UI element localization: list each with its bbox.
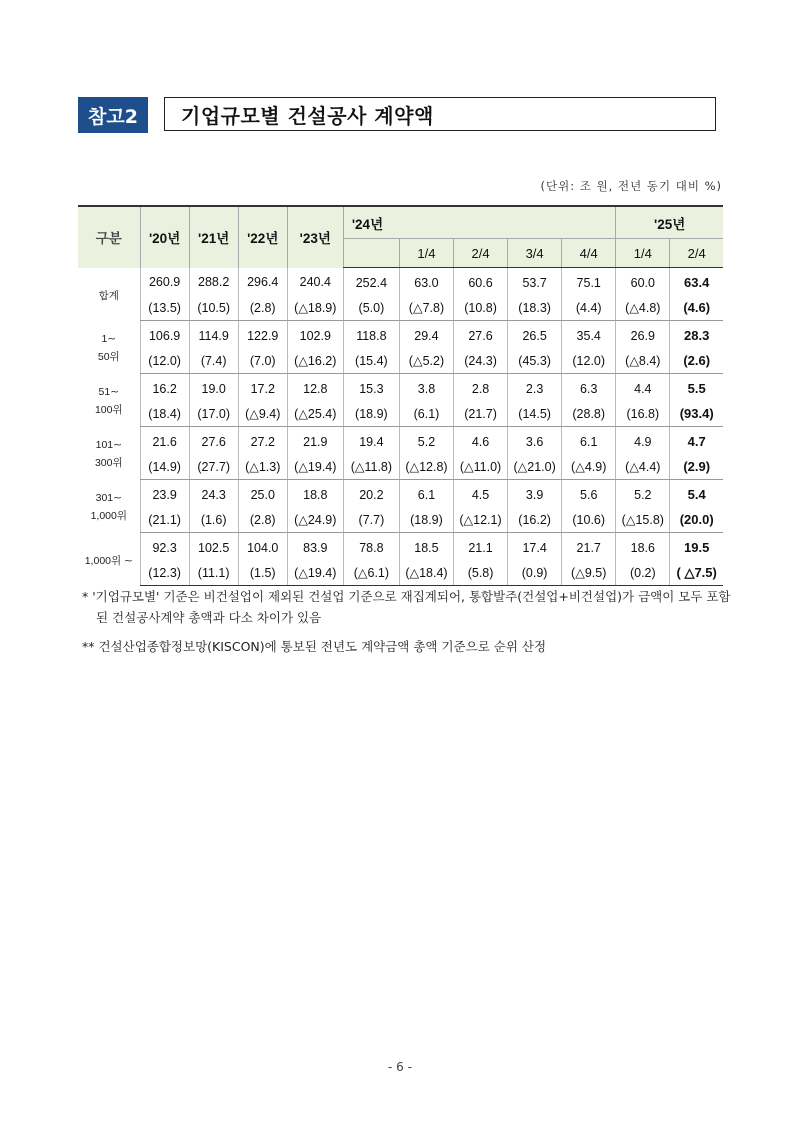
amount-cell: 12.8 [287,374,343,402]
change-cell: (2.8) [238,507,287,533]
row-label-line: 1,000위 [90,509,127,522]
change-cell: (2.6) [670,348,723,374]
amount-cell: 60.6 [454,268,508,296]
change-cell: (16.8) [616,401,670,427]
change-cell: (△16.2) [287,348,343,374]
amount-cell: 21.9 [287,427,343,455]
change-cell: (△7.8) [399,295,453,321]
change-cell: (△9.5) [562,560,616,586]
change-cell: (△15.8) [616,507,670,533]
amount-cell: 27.6 [189,427,238,455]
amount-cell: 53.7 [508,268,562,296]
row-label [78,533,140,586]
change-cell: (10.8) [454,295,508,321]
table-row-change [78,295,723,321]
row-label [78,374,140,427]
change-cell: (18.9) [343,401,399,427]
change-cell: (7.4) [189,348,238,374]
change-cell: (1.6) [189,507,238,533]
change-cell: (4.6) [670,295,723,321]
unit-note: (단위: 조 원, 전년 동기 대비 %) [540,179,722,193]
amount-cell: 5.2 [399,427,453,455]
change-cell: (△25.4) [287,401,343,427]
change-cell: (7.7) [343,507,399,533]
change-cell: (5.8) [454,560,508,586]
amount-cell: 21.7 [562,533,616,561]
change-cell: (2.8) [238,295,287,321]
change-cell: (21.1) [140,507,189,533]
change-cell: (△24.9) [287,507,343,533]
change-cell: (93.4) [670,401,723,427]
change-cell: (6.1) [399,401,453,427]
amount-cell: 106.9 [140,321,189,349]
change-cell: (4.4) [562,295,616,321]
change-cell: (45.3) [508,348,562,374]
amount-cell: 18.5 [399,533,453,561]
amount-cell: 28.3 [670,321,723,349]
amount-cell: 17.4 [508,533,562,561]
amount-cell: 4.9 [616,427,670,455]
change-cell: (△12.1) [454,507,508,533]
change-cell: (△19.4) [287,454,343,480]
row-label-line: 1,000위 ∼ [84,554,133,567]
amount-cell: 20.2 [343,480,399,508]
table-row-change [78,560,723,586]
amount-cell: 3.9 [508,480,562,508]
amount-cell: 3.8 [399,374,453,402]
amount-cell: 5.6 [562,480,616,508]
amount-cell: 240.4 [287,268,343,296]
table-row-change [78,348,723,374]
change-cell: (△19.4) [287,560,343,586]
table-row-change [78,507,723,533]
change-cell: (△11.8) [343,454,399,480]
amount-cell: 288.2 [189,268,238,296]
amount-cell: 26.9 [616,321,670,349]
amount-cell: 26.5 [508,321,562,349]
year-header: '23년 [287,206,343,268]
change-cell: (5.0) [343,295,399,321]
change-cell: (△12.8) [399,454,453,480]
row-label [78,321,140,374]
change-cell: (△21.0) [508,454,562,480]
quarter-header: 2/4 [670,239,723,268]
amount-cell: 35.4 [562,321,616,349]
amount-cell: 4.4 [616,374,670,402]
change-cell: (10.6) [562,507,616,533]
category-header: 구분 [78,206,140,268]
change-cell: (17.0) [189,401,238,427]
page-number: - 6 - [388,1060,412,1074]
amount-cell: 27.6 [454,321,508,349]
row-label [78,427,140,480]
quarter-header: 3/4 [508,239,562,268]
change-cell: (28.8) [562,401,616,427]
amount-cell: 2.3 [508,374,562,402]
change-cell: (10.5) [189,295,238,321]
amount-cell: 24.3 [189,480,238,508]
change-cell: (△1.3) [238,454,287,480]
footnotes [82,586,732,657]
amount-cell: 6.3 [562,374,616,402]
row-label-line: 합계 [98,289,119,302]
change-cell: (△5.2) [399,348,453,374]
change-cell: (14.5) [508,401,562,427]
change-cell: (20.0) [670,507,723,533]
amount-cell: 21.6 [140,427,189,455]
change-cell: (15.4) [343,348,399,374]
change-cell: (14.9) [140,454,189,480]
amount-cell: 102.5 [189,533,238,561]
amount-cell: 78.8 [343,533,399,561]
row-label [78,268,140,321]
title-row [78,97,716,133]
row-label-line: 51∼ [98,385,120,398]
change-cell: (△6.1) [343,560,399,586]
change-cell: (△8.4) [616,348,670,374]
change-cell: (7.0) [238,348,287,374]
amount-cell: 21.1 [454,533,508,561]
change-cell: (18.9) [399,507,453,533]
amount-cell: 18.8 [287,480,343,508]
page-title: 기업규모별 건설공사 계약액 [164,97,716,131]
amount-cell: 114.9 [189,321,238,349]
amount-cell: 17.2 [238,374,287,402]
change-cell: ( △7.5) [670,560,723,586]
change-cell: (△4.8) [616,295,670,321]
change-cell: (27.7) [189,454,238,480]
amount-cell: 4.6 [454,427,508,455]
change-cell: (1.5) [238,560,287,586]
footnote: * '기업규모별' 기준은 비건설업이 제외된 건설업 기준으로 재집계되어, 통합발주(건설업+비건설업)가 금액이 모두 포함된 건설공사계약 총액과 다소 차이가 있음 [82,589,731,625]
year-header: '22년 [238,206,287,268]
table-row [78,533,723,561]
table-row [78,480,723,508]
change-cell: (18.4) [140,401,189,427]
row-label-line: 101∼ [95,438,122,451]
table-row [78,374,723,402]
amount-cell: 60.0 [616,268,670,296]
year-header: '24년 [343,206,615,239]
change-cell: (13.5) [140,295,189,321]
change-cell: (12.0) [140,348,189,374]
row-label [78,480,140,533]
change-cell: (△4.4) [616,454,670,480]
change-cell: (△4.9) [562,454,616,480]
footnote: ** 건설산업종합정보망(KISCON)에 통보된 전년도 계약금액 총액 기준으로 순위 산정 [82,639,547,654]
change-cell: (16.2) [508,507,562,533]
amount-cell: 260.9 [140,268,189,296]
change-cell: (△18.9) [287,295,343,321]
change-cell: (21.7) [454,401,508,427]
row-label-line: 50위 [97,350,120,363]
table-row [78,321,723,349]
amount-cell: 5.5 [670,374,723,402]
amount-cell: 15.3 [343,374,399,402]
table-row [78,268,723,296]
amount-cell: 16.2 [140,374,189,402]
amount-cell: 6.1 [562,427,616,455]
change-cell: (△9.4) [238,401,287,427]
amount-cell: 5.4 [670,480,723,508]
quarter-header: 1/4 [616,239,670,268]
amount-cell: 2.8 [454,374,508,402]
amount-cell: 19.4 [343,427,399,455]
change-cell: (18.3) [508,295,562,321]
amount-cell: 75.1 [562,268,616,296]
table-row [78,427,723,455]
amount-cell: 29.4 [399,321,453,349]
row-label-line: 100위 [94,403,123,416]
amount-cell: 296.4 [238,268,287,296]
amount-cell: 6.1 [399,480,453,508]
amount-cell: 5.2 [616,480,670,508]
amount-cell: 104.0 [238,533,287,561]
change-cell: (0.2) [616,560,670,586]
amount-cell: 83.9 [287,533,343,561]
annual-subheader [343,239,399,268]
amount-cell: 102.9 [287,321,343,349]
change-cell: (△18.4) [399,560,453,586]
table-row-change [78,454,723,480]
amount-cell: 92.3 [140,533,189,561]
change-cell: (12.0) [562,348,616,374]
amount-cell: 23.9 [140,480,189,508]
quarter-header: 4/4 [562,239,616,268]
table-row-change [78,401,723,427]
change-cell: (2.9) [670,454,723,480]
quarter-header: 1/4 [399,239,453,268]
change-cell: (0.9) [508,560,562,586]
change-cell: (12.3) [140,560,189,586]
amount-cell: 118.8 [343,321,399,349]
amount-cell: 18.6 [616,533,670,561]
amount-cell: 19.0 [189,374,238,402]
table-body [78,268,723,586]
amount-cell: 63.4 [670,268,723,296]
reference-badge: 참고2 [78,97,148,133]
row-label-line: 300위 [94,456,123,469]
quarter-header: 2/4 [454,239,508,268]
amount-cell: 122.9 [238,321,287,349]
amount-cell: 27.2 [238,427,287,455]
change-cell: (11.1) [189,560,238,586]
change-cell: (24.3) [454,348,508,374]
amount-cell: 4.7 [670,427,723,455]
year-header: '20년 [140,206,189,268]
amount-cell: 25.0 [238,480,287,508]
amount-cell: 4.5 [454,480,508,508]
year-header: '25년 [616,206,723,239]
amount-cell: 252.4 [343,268,399,296]
contract-amount-table [78,205,723,586]
amount-cell: 3.6 [508,427,562,455]
amount-cell: 19.5 [670,533,723,561]
change-cell: (△11.0) [454,454,508,480]
amount-cell: 63.0 [399,268,453,296]
year-header: '21년 [189,206,238,268]
row-label-line: 1∼ [101,332,117,345]
row-label-line: 301∼ [95,491,122,504]
